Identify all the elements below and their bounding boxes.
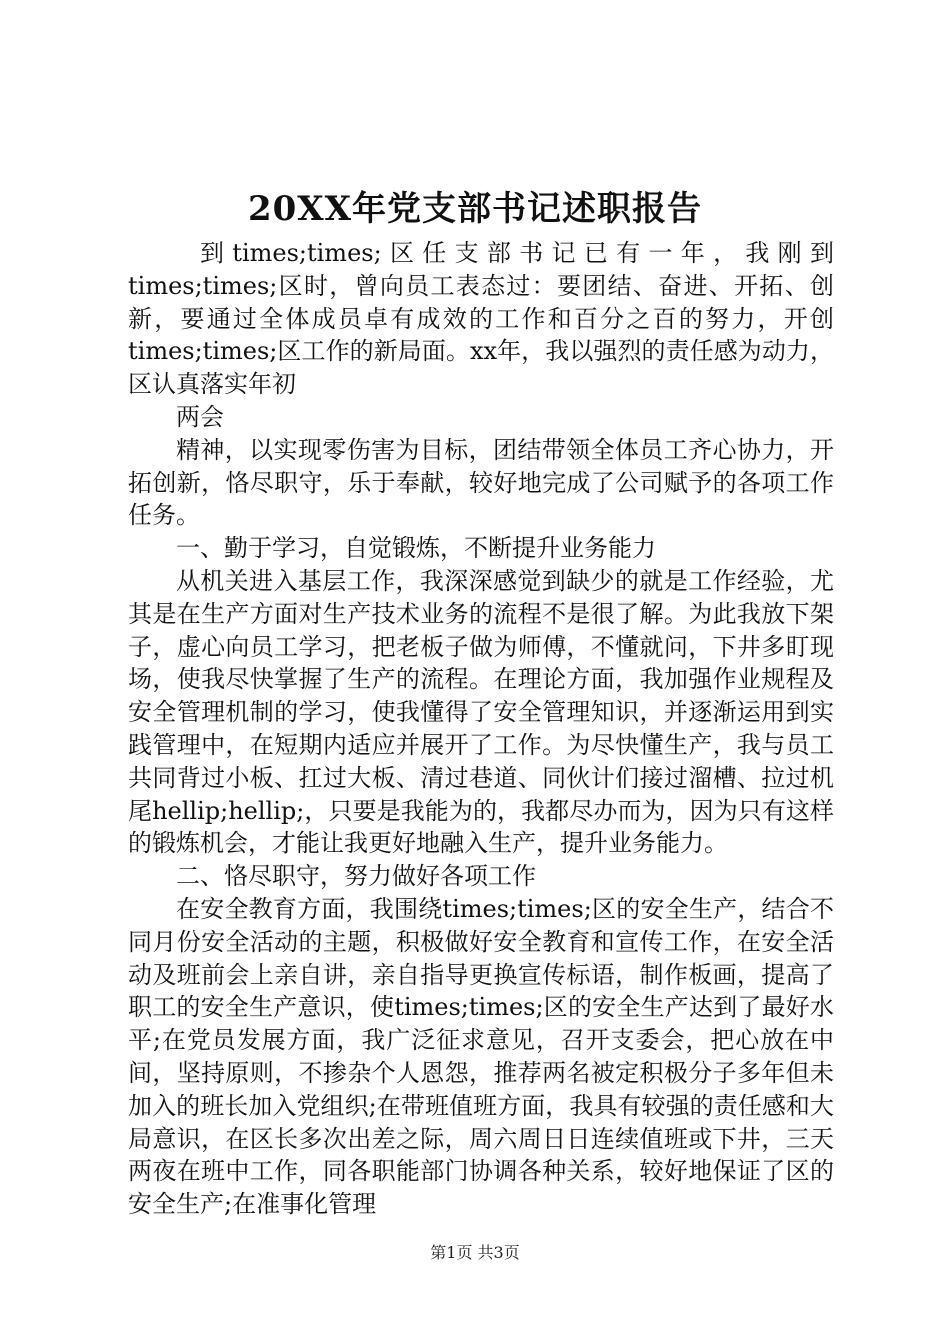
paragraph-learning: 从机关进入基层工作，我深深感觉到缺少的就是工作经验，尤其是在生产方面对生产技术业务的流程不是很了解。为此我放下架子，虚心向员工学习，把老板子做为师傅，不懂就问，下井多盯现场，使我尽快掌握了生产的流程。在理论方面，我加强作业规程及安全管理机制的学习，使我懂得了安全管理知识，并逐渐运用到实践管理中，在短期内适应并展开了工作。为尽快懂生产，我与员工共同背过小板、扛过大板、清过巷道、同伙计们接过溜槽、拉过机尾hellip;hellip;，只要是我能为的，我都尽办而为，因为只有这样的锻炼机会，才能让我更好地融入生产，提升业务能力。 [128,566,834,858]
paragraph-intro: 到times;times;区任支部书记已有一年，我刚到times;times;区时，曾向员工表态过：要团结、奋进、开拓、创新，要通过全体成员卓有成效的工作和百分之百的努力，开创times;times;区工作的新局面。xx年，我以强烈的责任感为动力，区认真落实年初 [128,239,834,399]
page-footer: 第1页 共3页 [430,1243,520,1262]
paragraph-duties: 在安全教育方面，我围绕times;times;区的安全生产，结合不同月份安全活动的主题，积极做好安全教育和宣传工作，在安全活动及班前会上亲自讲，亲自指导更换宣传标语，制作板画，提高了职工的安全生产意识，使times;times;区的安全生产达到了最好水平;在党员发展方面，我广泛征求意见，召开支委会，把心放在中间，坚持原则，不掺杂个人恩怨，推荐两名被定积极分子多年但未加入的班长加入党组织;在带班值班方面，我具有较强的责任感和大局意识，在区长多次出差之际，周六周日日连续值班或下井，三天两夜在班中工作，同各职能部门协调各种关系，较好地保证了区的安全生产;在准事化管理 [128,894,834,1219]
document-title: 20XX年党支部书记述职报告 [247,189,703,229]
document-body [128,237,834,1221]
section-heading-2: 二、恪尽职守，努力做好各项工作 [176,862,536,891]
paragraph-two-sessions: 两会 [176,402,224,431]
paragraph-spirit: 精神，以实现零伤害为目标，团结带领全体员工齐心协力，开拓创新，恪尽职守，乐于奉献，较好地完成了公司赋予的各项工作任务。 [128,435,834,530]
section-heading-1: 一、勤于学习，自觉锻炼，不断提升业务能力 [176,534,656,563]
